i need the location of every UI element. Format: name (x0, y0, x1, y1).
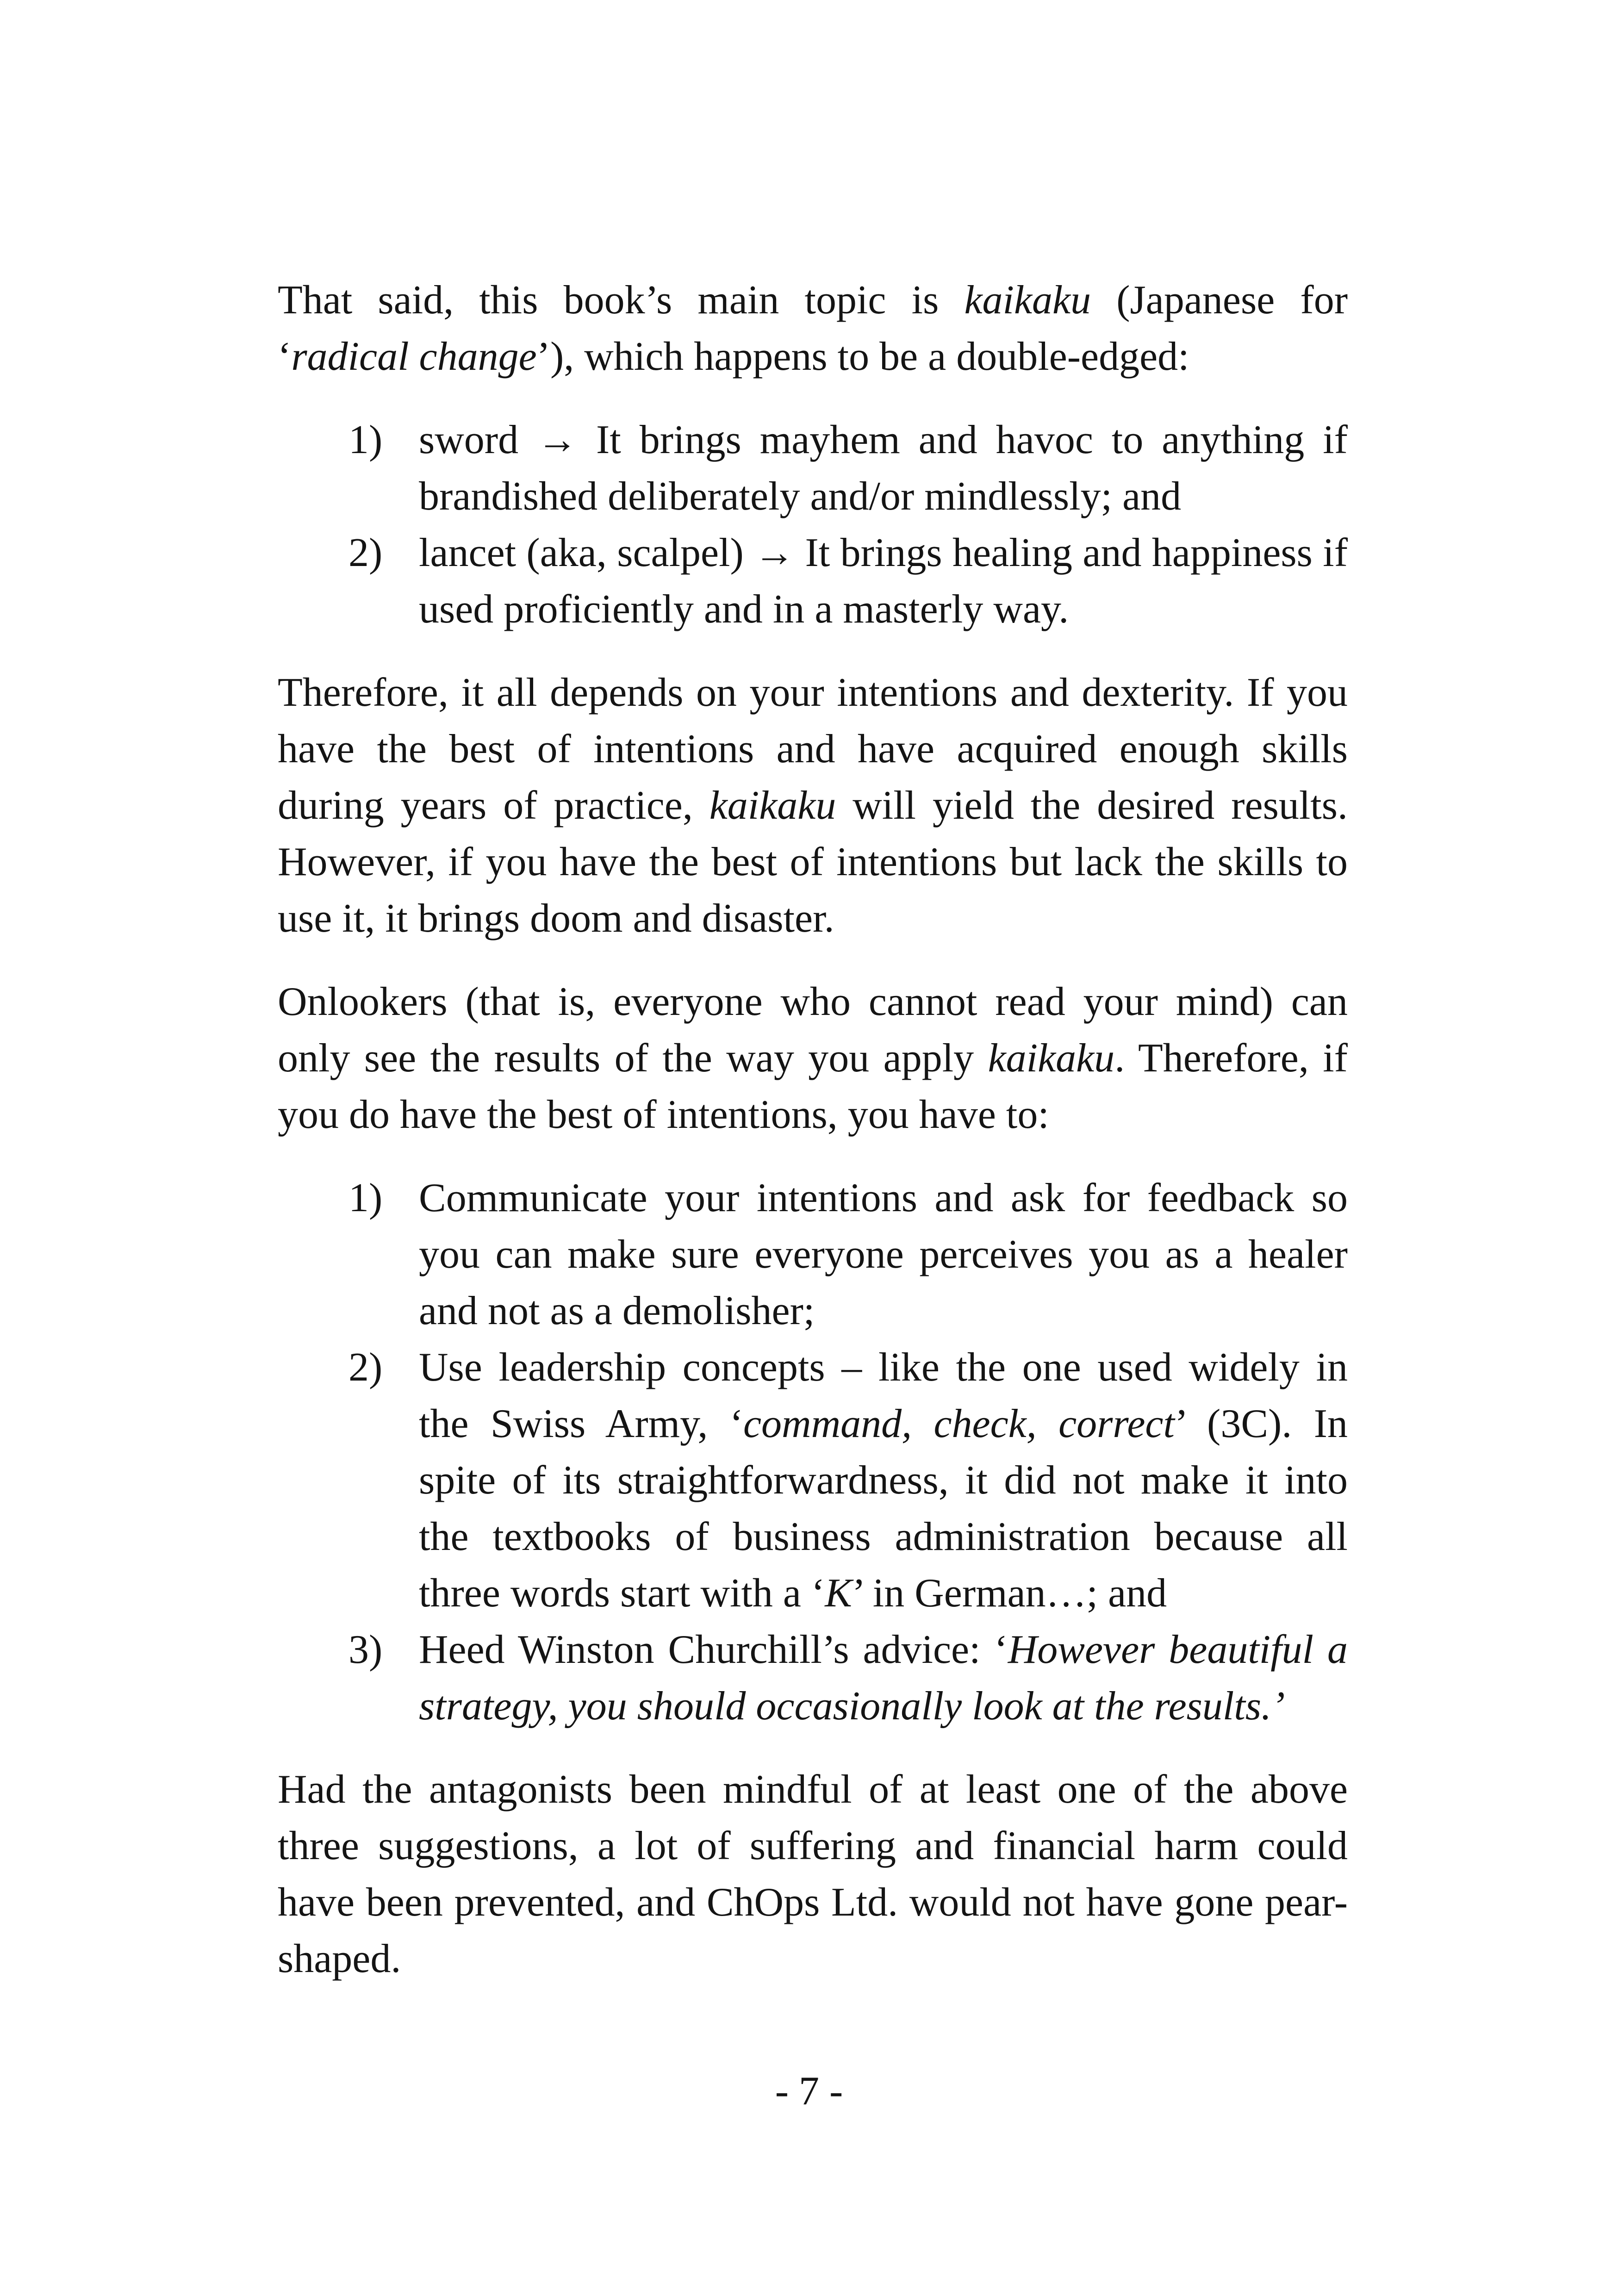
italic-term: radical change (291, 334, 537, 379)
text-run: Had the antagonists been mindful of at least one of the above three suggestions, a lot of suffering and financial harm could have been prevented, and ChOps Ltd. would not have gone pear-shaped. (278, 1767, 1348, 1981)
paragraph-conclusion (278, 1761, 1348, 1987)
list-item-text: ’ (3C). In spite of its straightforwardness, it did not make it into the textbooks of business administration because all three words start with a ‘ (419, 1401, 1348, 1616)
numbered-list-advice (278, 1170, 1348, 1735)
italic-term: kaikaku (709, 783, 836, 828)
list-number: 1) (348, 417, 383, 462)
list-item-text: ’ in German…; and (852, 1571, 1167, 1616)
list-item-text: lancet (aka, scalpel) → It brings healing and happiness if used proficiently and in a masterly way. (419, 530, 1348, 632)
text-run: ’), which happens to be a double-edged: (536, 334, 1189, 379)
list-item (348, 1339, 1348, 1622)
list-item-text: Use leadership concepts – like the one used widely in the Swiss Army, ‘ (419, 1345, 1348, 1446)
numbered-list-edges (278, 412, 1348, 638)
text-run: will yield the desired results. However, if you have the best of intentions but lack the skills to use it, it brings doom and disaster. (278, 783, 1348, 941)
text-run: Onlookers (that is, everyone who cannot read your mind) can only see the results of the way you apply (278, 979, 1348, 1081)
list-number: 2) (348, 530, 383, 575)
list-item-text: Heed Winston Churchill’s advice: ‘ (419, 1627, 1008, 1672)
text-run: Therefore, it all depends on your intentions and dexterity. If you have the best of intentions and have acquired enough skills during years of practice, (278, 670, 1348, 828)
page-body (278, 272, 1348, 1987)
italic-quote: However beautiful a strategy, you should occasionally look at the results.’ (419, 1627, 1348, 1729)
list-item-text: Communicate your intentions and ask for feedback so you can make sure everyone perceives you as a healer and not as a demolisher; (419, 1176, 1348, 1333)
text-run: (Japanese for ‘ (278, 278, 1348, 379)
italic-term: kaikaku (964, 278, 1091, 323)
list-item (348, 412, 1348, 525)
list-number: 3) (348, 1627, 383, 1672)
list-item (348, 525, 1348, 638)
text-run: That said, this book’s main topic is (278, 278, 965, 323)
list-item (348, 1170, 1348, 1339)
paragraph-gap (278, 947, 1348, 974)
italic-letter: K (825, 1571, 852, 1616)
list-number: 1) (348, 1176, 383, 1220)
text-run: . Therefore, if you do have the best of intentions, you have to: (278, 1036, 1348, 1137)
italic-term: kaikaku (988, 1036, 1115, 1081)
page-number: - 7 - (775, 2069, 843, 2114)
paragraph-onlookers (278, 974, 1348, 1143)
italic-phrase: command, check, correct (743, 1401, 1175, 1446)
list-item-text: sword → It brings mayhem and havoc to anything if brandished deliberately and/or mindlessly; and (419, 417, 1348, 519)
paragraph-intentions (278, 665, 1348, 947)
list-number: 2) (348, 1345, 383, 1390)
paragraph-intro (278, 272, 1348, 385)
list-item (348, 1622, 1348, 1735)
